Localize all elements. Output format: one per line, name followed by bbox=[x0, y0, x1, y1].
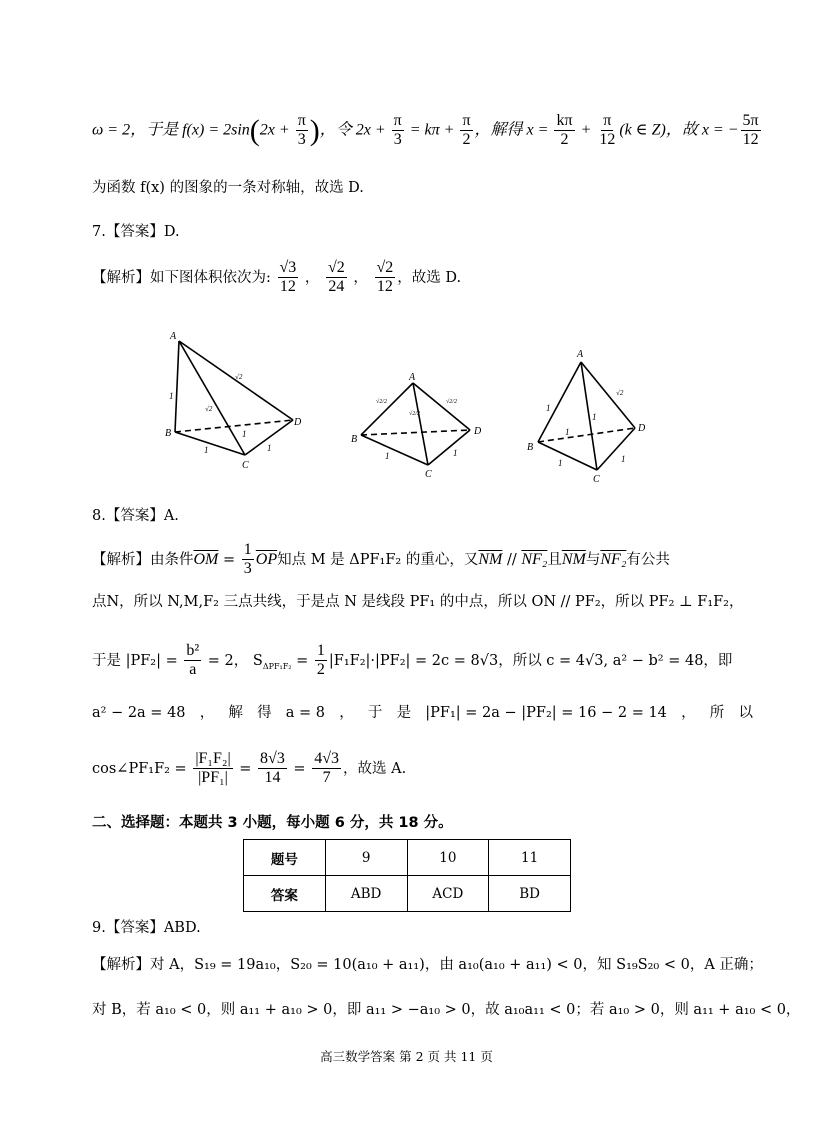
svg-text:1: 1 bbox=[242, 429, 247, 439]
frac-5pi-12: $\frac{5\pi}{12}$ bbox=[742, 112, 759, 149]
q8-line-1: 【解析】由条件$\overline{OM}$ = $\frac{1}{3}$ $\overline{OP}$知点 M 是 ΔPF₁F₂ 的重心，又$\overline{NM} // NF_2$且$\overline{NM}$与NF₂有公共 bbox=[92, 541, 670, 578]
frac-f1f2-pf1: $\frac{\text{|F₁F₂|}}{\text{|PF₁|}}$ bbox=[195, 750, 231, 787]
q9-line-2: 对 B，若 a₁₀ < 0，则 a₁₁ + a₁₀ > 0，即 a₁₁ > −a₁₀ > 0，故 a₁₀a₁₁ < 0；若 a₁₀ > 0，则 a₁₁ + a₁₀ < 0， bbox=[92, 1002, 801, 1018]
q8-line-2: 点N，所以 N,M,F₂ 三点共线，于是点 N 是线段 PF₁ 的中点，所以 ON // PF₂，所以 PF₂ ⊥ F₁F₂， bbox=[92, 594, 744, 610]
svg-text:1: 1 bbox=[565, 427, 570, 437]
svg-text:1: 1 bbox=[546, 403, 551, 413]
q6-line-1: ω = 2，于是 f(x) = 2sin(2x + $\frac{\pi}{3}$ )，令 2x + $\frac{\pi}{3}$ = kπ + $\frac{\pi}{2}$ ，解得 x = $\frac{k\pi}{2}$ + $\frac{\pi}{12}$ (k ∈ Z)，故 x = − $\frac{5\pi}{12}$ bbox=[92, 112, 759, 149]
frac-kpi-2: $\frac{k\pi}{2}$ bbox=[556, 112, 573, 149]
fig1-label-A: A bbox=[170, 331, 177, 342]
table-row: 答案 ABD ACD BD bbox=[244, 876, 571, 912]
q7-answer: 7.【答案】D. bbox=[92, 224, 180, 240]
fig1-label-B: B bbox=[165, 428, 172, 439]
fig3-label-B: B bbox=[527, 442, 534, 453]
tetrahedra-figures bbox=[150, 325, 670, 485]
q9-line-1: 【解析】对 A，S₁₉ = 19a₁₀，S₂₀ = 10(a₁₀ + a₁₁)，由 a₁₀(a₁₀ + a₁₁) < 0，知 S₁₉S₂₀ < 0，A 正确； bbox=[92, 957, 763, 973]
svg-text:√2/2: √2/2 bbox=[376, 399, 387, 405]
q8-answer: 8.【答案】A. bbox=[92, 508, 179, 524]
fig2-label-D: D bbox=[474, 426, 482, 437]
svg-text:1: 1 bbox=[267, 443, 272, 453]
frac-b2-a: $\frac{\text{b²}}{a}$ bbox=[186, 642, 200, 679]
svg-text:√2/2: √2/2 bbox=[409, 411, 420, 417]
frac-8r3-14: $\frac{8√3}{14}$ bbox=[260, 750, 285, 787]
svg-text:1: 1 bbox=[204, 445, 209, 455]
frac-pi-2: $\frac{\pi}{2}$ bbox=[462, 112, 471, 149]
vol-1: $\frac{√3}{12}$ bbox=[279, 259, 297, 296]
svg-text:√2: √2 bbox=[616, 389, 624, 397]
q6-line-2: 为函数 f(x) 的图象的一条对称轴，故选 D. bbox=[92, 180, 364, 196]
q8-line-3: 于是 |PF₂| = $\frac{\text{b²}}{a}$ = 2， $S_{\Delta PF_1F_2}$ = $\frac{1}{2}$ |F₁F₂|·|PF₂| = 2c = 8√3，所以 c = 4√3, a² − b² = 48，即 bbox=[92, 642, 733, 679]
fig1-label-C: C bbox=[242, 460, 249, 471]
svg-text:1: 1 bbox=[385, 451, 390, 461]
page-footer: 高三数学答案 第 2 页 共 11 页 bbox=[320, 1049, 493, 1064]
figure-1 bbox=[175, 341, 293, 455]
fig2-label-C: C bbox=[425, 469, 432, 480]
frac-pi-3b: $\frac{\pi}{3}$ bbox=[393, 112, 402, 149]
frac-1-3: $\frac{1}{3}$ bbox=[243, 541, 252, 578]
table-row: 题号 9 10 11 bbox=[244, 840, 571, 876]
fig3-label-C: C bbox=[593, 474, 600, 485]
vol-3: $\frac{√2}{12}$ bbox=[376, 259, 394, 296]
vol-2: $\frac{√2}{24}$ bbox=[328, 259, 345, 296]
svg-text:√2/2: √2/2 bbox=[446, 399, 457, 405]
frac-pi-3: $\frac{\pi}{3}$ bbox=[297, 112, 306, 149]
svg-text:1: 1 bbox=[621, 454, 626, 464]
fig3-label-A: A bbox=[577, 349, 584, 360]
q8-line-4: a² − 2a = 48 ， 解 得 a = 8 ， 于 是 |PF₁| = 2a − |PF₂| = 16 − 2 = 14 ， 所 以 bbox=[92, 705, 753, 721]
fig1-label-D: D bbox=[294, 417, 302, 428]
section-2-heading: 二、选择题：本题共 3 小题，每小题 6 分，共 18 分。 bbox=[92, 815, 453, 831]
svg-text:1: 1 bbox=[558, 458, 563, 468]
q8-line-5: cos∠PF₁F₂ = $\frac{\text{|F₁F₂|}}{\text{|PF₁|}}$ = $\frac{8√3}{14}$ = $\frac{4√3}{7}$ ，故选 A. bbox=[92, 750, 407, 787]
svg-text:1: 1 bbox=[453, 448, 458, 458]
svg-text:√2: √2 bbox=[205, 405, 213, 413]
svg-text:1: 1 bbox=[169, 391, 174, 401]
fig3-label-D: D bbox=[638, 423, 646, 434]
svg-text:1: 1 bbox=[592, 412, 597, 422]
frac-4r3-7: $\frac{4√3}{7}$ bbox=[314, 750, 339, 787]
fig2-label-B: B bbox=[351, 434, 358, 445]
frac-1-2: $\frac{1}{2}$ bbox=[316, 642, 325, 679]
svg-text:√2: √2 bbox=[235, 373, 243, 381]
fig2-label-A: A bbox=[409, 372, 416, 383]
frac-pi-12: $\frac{\pi}{12}$ bbox=[599, 112, 616, 149]
answer-table bbox=[243, 839, 571, 912]
q9-answer: 9.【答案】ABD. bbox=[92, 920, 201, 936]
q7-analysis: 【解析】如下图体积依次为: $\frac{√3}{12}$ ， $\frac{√2}{24}$ ， $\frac{√2}{12}$ ，故选 D. bbox=[92, 259, 462, 296]
